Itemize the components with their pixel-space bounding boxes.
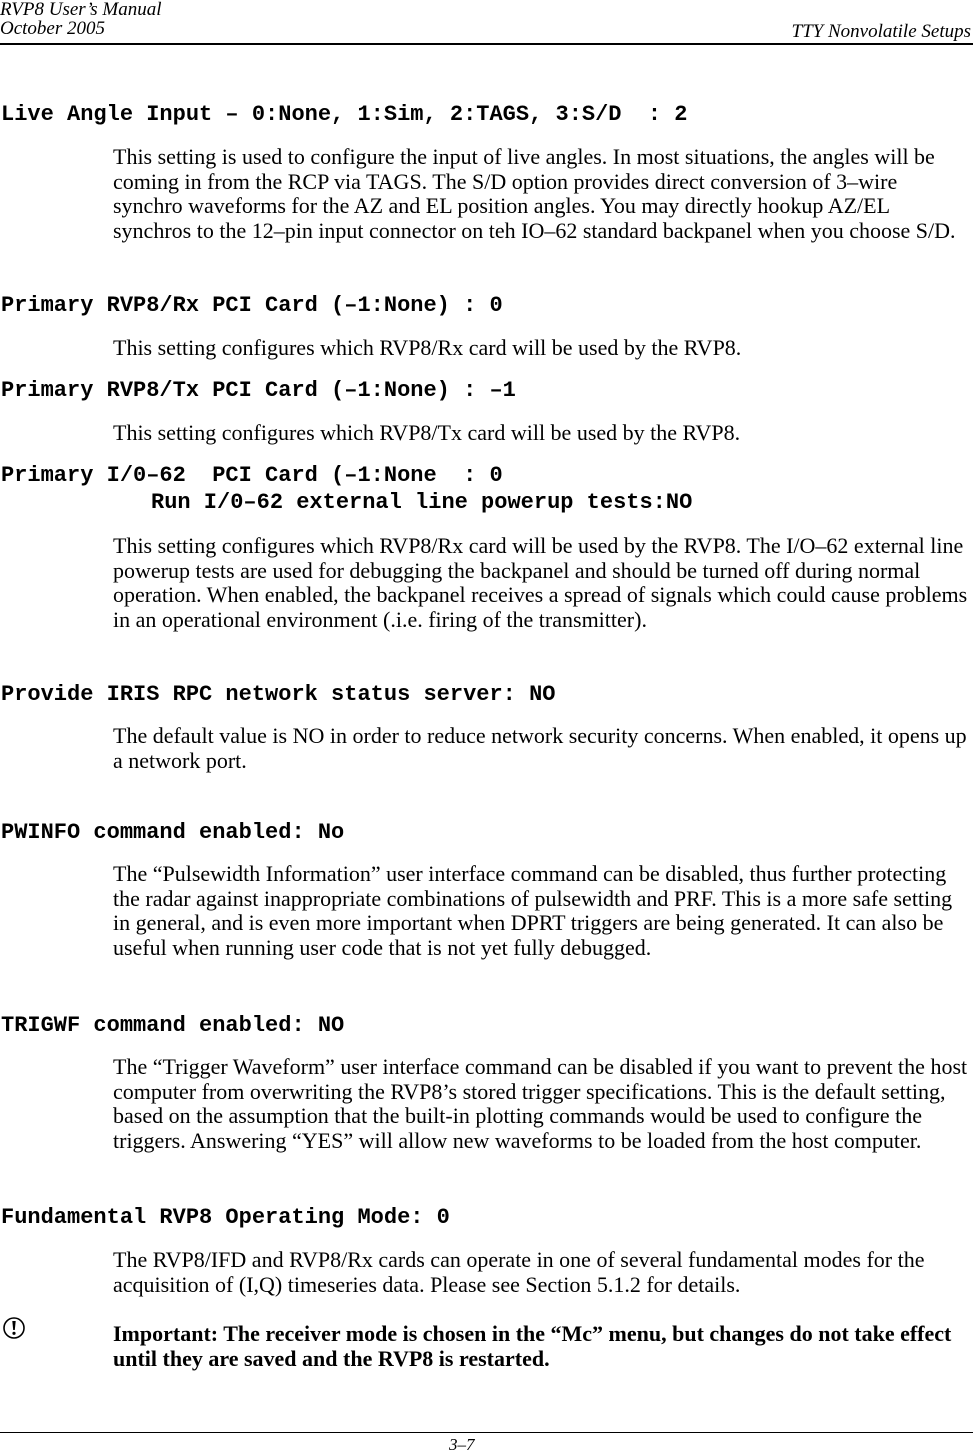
setting-heading-primary-tx-card: Primary RVP8/Tx PCI Card (–1:None) : –1 bbox=[1, 378, 516, 403]
setting-subheading-io62-powerup-tests: Run I/0–62 external line powerup tests:NO bbox=[151, 490, 693, 515]
setting-heading-live-angle-input: Live Angle Input – 0:None, 1:Sim, 2:TAGS, 3:S/D : 2 bbox=[1, 102, 688, 127]
setting-heading-operating-mode: Fundamental RVP8 Operating Mode: 0 bbox=[1, 1205, 450, 1230]
setting-description-primary-rx-card: This setting configures which RVP8/Rx card will be used by the RVP8. bbox=[113, 335, 742, 360]
important-note: Important: The receiver mode is chosen in the “Mc” menu, but changes do not take effect until they are saved and the RVP8 is restarted. bbox=[113, 1321, 952, 1371]
setting-heading-iris-rpc-server: Provide IRIS RPC network status server: NO bbox=[1, 682, 556, 707]
manual-date: October 2005 bbox=[0, 18, 106, 39]
page-number: 3–7 bbox=[449, 1435, 475, 1454]
header-rule bbox=[0, 43, 973, 45]
page-header-left bbox=[0, 0, 162, 38]
manual-title: RVP8 User’s Manual bbox=[0, 0, 162, 20]
setting-description-primary-io62-card: This setting configures which RVP8/Rx card will be used by the RVP8. The I/O–62 external line powerup tests are used for debugging the backpanel and should be turned off during normal operation. When enabled, the backpanel receives a spread of signals which could cause problems in an operational environment (.i.e. firing of the transmitter). bbox=[113, 533, 968, 632]
setting-heading-primary-rx-card: Primary RVP8/Rx PCI Card (–1:None) : 0 bbox=[1, 293, 503, 318]
section-title: TTY Nonvolatile Setups bbox=[791, 21, 971, 42]
setting-description-pwinfo-command: The “Pulsewidth Information” user interface command can be disabled, thus further protecting the radar against inappropriate combinations of pulsewidth and PRF. This is a more safe setting in general, and is even more important when DPRT triggers are being generated. It can also be useful when running user code that is not yet fully debugged. bbox=[113, 861, 953, 960]
setting-description-primary-tx-card: This setting configures which RVP8/Tx card will be used by the RVP8. bbox=[113, 420, 741, 445]
setting-heading-trigwf-command: TRIGWF command enabled: NO bbox=[1, 1013, 345, 1038]
setting-description-operating-mode: The RVP8/IFD and RVP8/Rx cards can operate in one of several fundamental modes for the acquisition of (I,Q) timeseries data. Please see Section 5.1.2 for details. bbox=[113, 1247, 925, 1297]
setting-heading-pwinfo-command: PWINFO command enabled: No bbox=[1, 820, 345, 845]
warning-icon bbox=[2, 1316, 26, 1340]
setting-description-trigwf-command: The “Trigger Waveform” user interface command can be disabled if you want to prevent the host computer from overwriting the RVP8’s stored trigger specifications. This is the default setting, based on the assumption that the built-in plotting commands would be used to configure the triggers. Answering “YES” will allow new waveforms to be loaded from the host computer. bbox=[113, 1054, 968, 1153]
setting-description-iris-rpc-server: The default value is NO in order to reduce network security concerns. When enabled, it opens up a network port. bbox=[113, 723, 967, 773]
setting-description-live-angle-input: This setting is used to configure the input of live angles. In most situations, the angles will be coming in from the RCP via TAGS. The S/D option provides direct conversion of 3–wire synchro waveforms for the AZ and EL position angles. You may directly hookup AZ/EL synchros to the 12–pin input connector on teh IO–62 standard backpanel when you choose S/D. bbox=[113, 144, 956, 243]
setting-heading-primary-io62-card: Primary I/0–62 PCI Card (–1:None : 0 bbox=[1, 463, 503, 488]
footer-rule bbox=[0, 1432, 973, 1433]
